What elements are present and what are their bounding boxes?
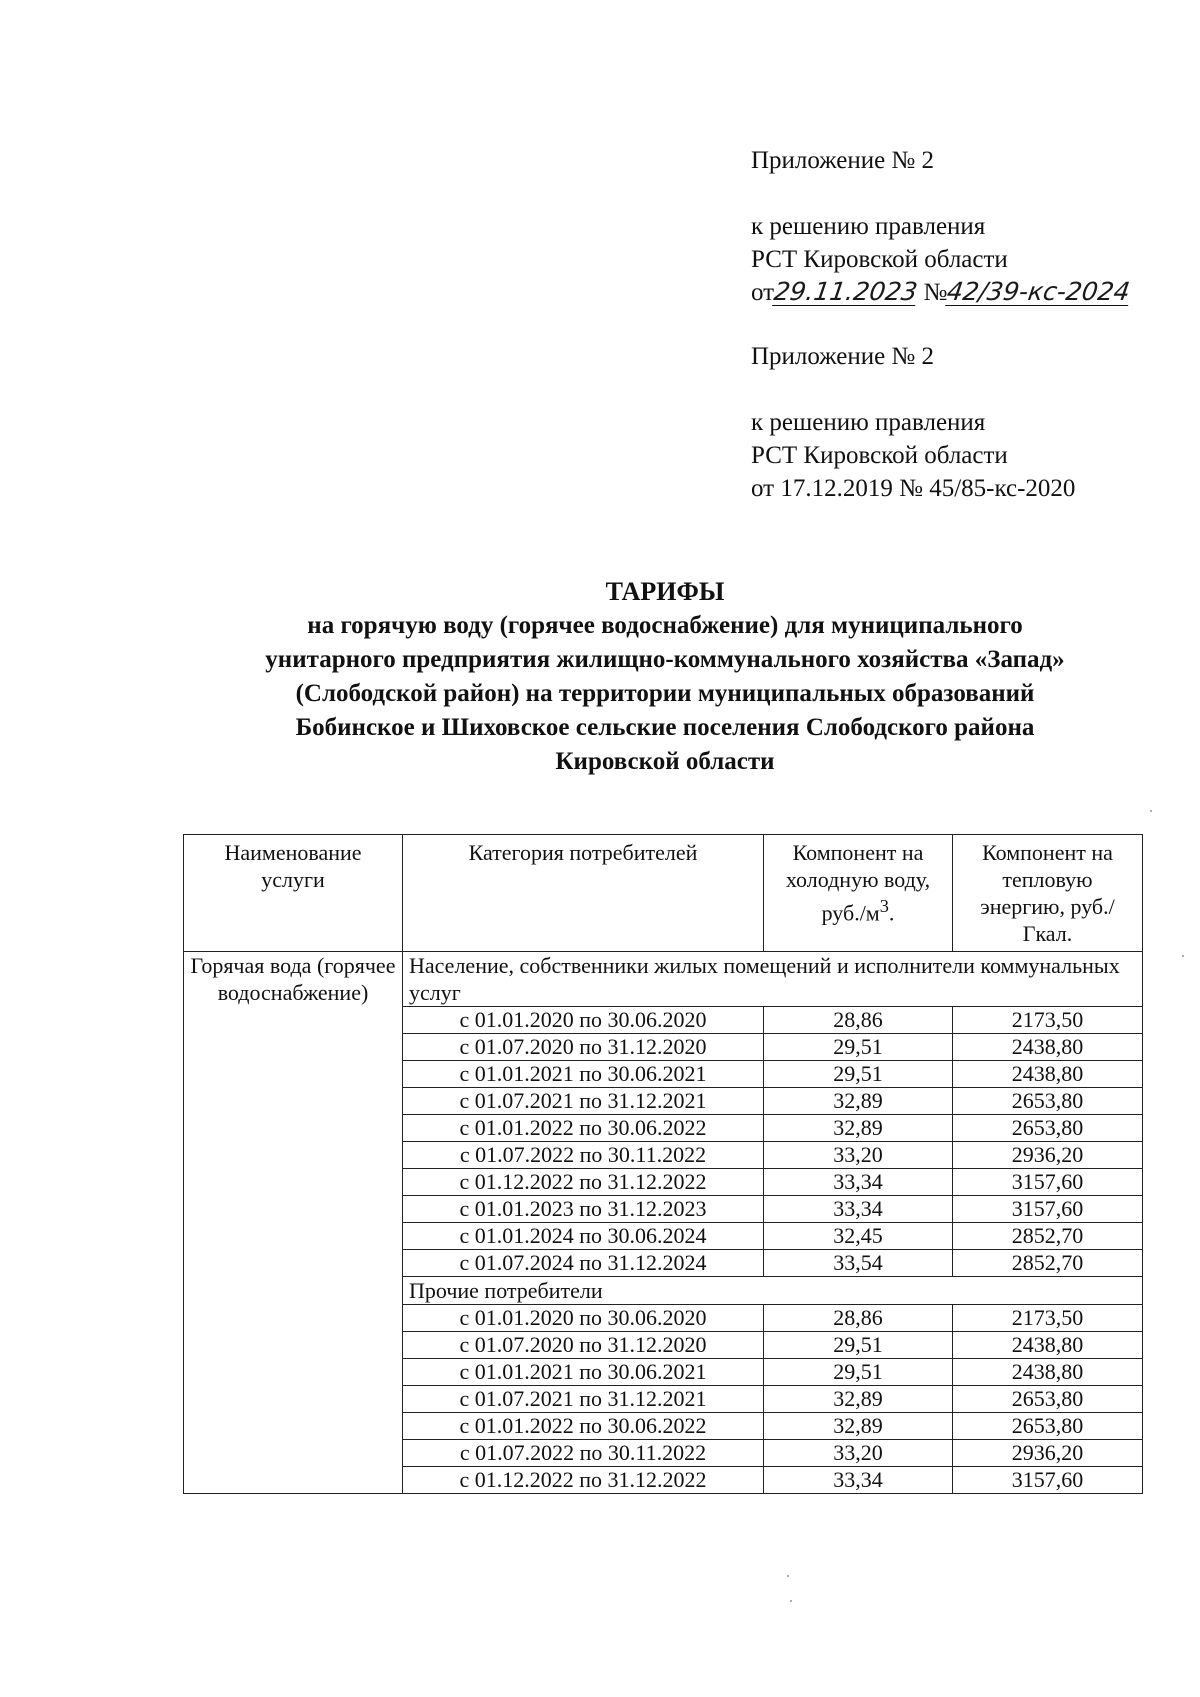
from-prefix: от bbox=[751, 279, 775, 306]
scan-speck bbox=[790, 1600, 792, 1602]
heat-value: 2852,70 bbox=[953, 1250, 1143, 1277]
cold-water-value: 32,45 bbox=[764, 1223, 953, 1250]
heat-value: 2173,50 bbox=[953, 1305, 1143, 1332]
header-cold-water-text: Компонент на холодную воду, руб./м bbox=[785, 840, 931, 926]
category-group-1: Население, собственники жилых помещений и исполнители коммунальных услуг bbox=[403, 952, 1143, 1007]
group-row bbox=[184, 952, 1143, 1007]
heading-line: Бобинское и Шиховское сельские поселения Слободского района bbox=[295, 714, 1035, 741]
heat-value: 2653,80 bbox=[953, 1115, 1143, 1142]
heat-value: 2438,80 bbox=[953, 1359, 1143, 1386]
annex-title: Приложение № 2 bbox=[751, 343, 935, 370]
cold-water-value: 32,89 bbox=[764, 1386, 953, 1413]
cold-water-value: 29,51 bbox=[764, 1061, 953, 1088]
heat-value: 2852,70 bbox=[953, 1223, 1143, 1250]
cold-water-value: 33,54 bbox=[764, 1250, 953, 1277]
heading-line: Кировской области bbox=[555, 748, 775, 775]
heading-line: унитарного предприятия жилищно-коммунального хозяйства «Запад» bbox=[265, 646, 1065, 673]
cold-water-value: 29,51 bbox=[764, 1332, 953, 1359]
heat-value: 3157,60 bbox=[953, 1169, 1143, 1196]
annex-block-new bbox=[751, 144, 1133, 309]
heat-value: 2438,80 bbox=[953, 1061, 1143, 1088]
cold-water-value: 33,20 bbox=[764, 1440, 953, 1467]
heat-value: 2438,80 bbox=[953, 1034, 1143, 1061]
service-name-cell: Горячая вода (горячее водоснабжение) bbox=[184, 952, 403, 1494]
cold-water-value: 29,51 bbox=[764, 1034, 953, 1061]
cold-water-value: 33,34 bbox=[764, 1467, 953, 1494]
period-cell: с 01.01.2022 по 30.06.2022 bbox=[403, 1413, 764, 1440]
cold-water-value: 33,34 bbox=[764, 1169, 953, 1196]
cold-water-value: 32,89 bbox=[764, 1088, 953, 1115]
cold-water-value: 33,34 bbox=[764, 1196, 953, 1223]
heat-value: 2173,50 bbox=[953, 1007, 1143, 1034]
period-cell: с 01.01.2022 по 30.06.2022 bbox=[403, 1115, 764, 1142]
header-cold-water-tail: . bbox=[888, 900, 895, 926]
annex-authority-line: РСТ Кировской области bbox=[751, 246, 1008, 273]
cold-water-value: 28,86 bbox=[764, 1305, 953, 1332]
period-cell: с 01.01.2020 по 30.06.2020 bbox=[403, 1007, 764, 1034]
heat-value: 2936,20 bbox=[953, 1440, 1143, 1467]
header-cold-water-sup: 3 bbox=[879, 896, 889, 916]
period-cell: с 01.01.2023 по 31.12.2023 bbox=[403, 1196, 764, 1223]
period-cell: с 01.01.2020 по 30.06.2020 bbox=[403, 1305, 764, 1332]
annex-block-old bbox=[751, 340, 1075, 505]
period-cell: с 01.01.2021 по 30.06.2021 bbox=[403, 1061, 764, 1088]
period-cell: с 01.01.2024 по 30.06.2024 bbox=[403, 1223, 764, 1250]
number-prefix: № bbox=[923, 279, 948, 306]
header-category: Категория потребителей bbox=[403, 835, 764, 952]
heat-value: 3157,60 bbox=[953, 1196, 1143, 1223]
annex-authority-line: РСТ Кировской области bbox=[751, 442, 1008, 469]
annex-date-number-line: от 17.12.2019 № 45/85-кс-2020 bbox=[751, 475, 1076, 502]
period-cell: с 01.07.2021 по 31.12.2021 bbox=[403, 1088, 764, 1115]
period-cell: с 01.07.2020 по 31.12.2020 bbox=[403, 1332, 764, 1359]
scan-speck bbox=[787, 1575, 789, 1577]
period-cell: с 01.07.2022 по 30.11.2022 bbox=[403, 1142, 764, 1169]
document-heading bbox=[0, 575, 1200, 779]
heat-value: 2653,80 bbox=[953, 1386, 1143, 1413]
period-cell: с 01.07.2020 по 31.12.2020 bbox=[403, 1034, 764, 1061]
heading-line: на горячую воду (горячее водоснабжение) для муниципального bbox=[307, 612, 1023, 639]
header-service: Наименование услуги bbox=[184, 835, 403, 952]
period-cell: с 01.12.2022 по 31.12.2022 bbox=[403, 1169, 764, 1196]
handwritten-date: 29.11.2023 bbox=[772, 277, 920, 306]
heat-value: 2936,20 bbox=[953, 1142, 1143, 1169]
annex-date-number-line bbox=[751, 276, 1133, 309]
category-group-2: Прочие потребители bbox=[403, 1277, 1143, 1305]
scan-speck bbox=[1150, 810, 1152, 812]
header-cold-water bbox=[764, 835, 953, 952]
tariff-table bbox=[183, 834, 1143, 1494]
annex-decision-line: к решению правления bbox=[751, 213, 986, 240]
period-cell: с 01.12.2022 по 31.12.2022 bbox=[403, 1467, 764, 1494]
header-heat: Компонент на тепловую энергию, руб./Гкал. bbox=[953, 835, 1143, 952]
period-cell: с 01.07.2022 по 30.11.2022 bbox=[403, 1440, 764, 1467]
heading-line: (Слободской район) на территории муниципальных образований bbox=[295, 680, 1035, 707]
period-cell: с 01.07.2021 по 31.12.2021 bbox=[403, 1386, 764, 1413]
annex-decision-line: к решению правления bbox=[751, 409, 986, 436]
cold-water-value: 32,89 bbox=[764, 1413, 953, 1440]
heat-value: 2653,80 bbox=[953, 1088, 1143, 1115]
heat-value: 2653,80 bbox=[953, 1413, 1143, 1440]
cold-water-value: 28,86 bbox=[764, 1007, 953, 1034]
handwritten-number: 42/39-кс-2024 bbox=[945, 277, 1133, 306]
period-cell: с 01.07.2024 по 31.12.2024 bbox=[403, 1250, 764, 1277]
heat-value: 2438,80 bbox=[953, 1332, 1143, 1359]
heat-value: 3157,60 bbox=[953, 1467, 1143, 1494]
period-cell: с 01.01.2021 по 30.06.2021 bbox=[403, 1359, 764, 1386]
scan-speck bbox=[1182, 955, 1184, 957]
annex-title: Приложение № 2 bbox=[751, 147, 935, 174]
cold-water-value: 32,89 bbox=[764, 1115, 953, 1142]
table-header-row bbox=[184, 835, 1143, 952]
heading-title: ТАРИФЫ bbox=[605, 577, 725, 606]
cold-water-value: 29,51 bbox=[764, 1359, 953, 1386]
cold-water-value: 33,20 bbox=[764, 1142, 953, 1169]
